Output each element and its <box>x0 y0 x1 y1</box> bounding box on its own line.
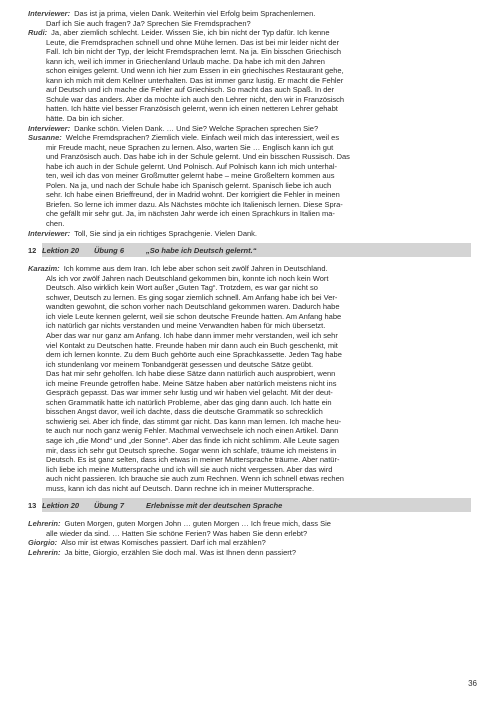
line-text: Schule war das anders. Aber da mochte ich auch den Lehrer nicht, den wir in Französisch <box>46 94 345 104</box>
dialogue-line <box>28 124 471 134</box>
dialogue-line <box>28 133 471 143</box>
line-text: ich meine Freunde getroffen habe. Meine Sätze haben aber natürlich meistens nicht ins <box>46 378 337 388</box>
dialogue-line <box>28 331 471 341</box>
line-text: mir, dass ich sehr gut Deutsch spreche. Sogar wenn ich schlafe, träume ich meistens in <box>46 445 337 455</box>
dialogue-line <box>28 465 471 475</box>
line-text: sehr. Ich habe einen Brieffreund, der in Madrid wohnt. Der korrigiert die Fehler in meinen <box>46 190 340 200</box>
line-text: che gefällt mir sehr gut. Ja, im nächsten Jahr werde ich einen Sprachkurs in Italien ma- <box>46 209 335 219</box>
line-text: Deutsch. Es ist ganz selten, dass ich etwas in meiner Muttersprache träume. Aber natür- <box>46 455 340 465</box>
speaker-label: Susanne: <box>28 133 62 143</box>
dialogue-line <box>28 484 471 494</box>
dialogue-line <box>28 152 471 162</box>
dialogue-line <box>28 19 471 29</box>
dialogue-line <box>28 436 471 446</box>
line-text: viel Kontakt zu Deutschen hatte. Freunde haben mir dann auch ein Buch geschenkt, mit <box>46 340 338 350</box>
speaker-label: Interviewer: <box>28 228 71 238</box>
dialogue-line <box>28 47 471 57</box>
line-text: Darf ich Sie auch fragen? Ja? Sprechen Sie Fremdsprachen? <box>46 18 251 28</box>
line-text: auch nicht passieren. Ich brauche sie auch zum Rechnen. Wenn ich schnell etwas rechen <box>46 474 344 484</box>
line-text: hatten. Ich hätte viel besser Französisch gelernt, wenn ich einen netteren Lehrer gehabt <box>46 104 338 114</box>
line-text: Aber das war nur ganz am Anfang. Ich habe dann immer mehr verstanden, weil ich sehr <box>46 330 338 340</box>
dialogue-line <box>28 474 471 484</box>
track-bar <box>42 498 471 512</box>
dialogue-line <box>28 264 471 274</box>
dialogue-turn <box>28 264 471 493</box>
dialogue-turn <box>28 548 471 558</box>
dialogue-line <box>28 229 471 239</box>
line-text: te auch nur noch ganz wenig Fehler. Machmal verwechsele ich noch einen Artikel. Dann <box>46 426 339 436</box>
line-text: Ja bitte, Giorgio, erzählen Sie doch mal. Was ist Ihnen denn passiert? <box>64 547 297 557</box>
dialogue-line <box>28 455 471 465</box>
dialogue-line <box>28 181 471 191</box>
dialogue-line <box>28 379 471 389</box>
dialogue-turn <box>28 9 471 28</box>
speaker-label: Karazim: <box>28 264 60 274</box>
dialogue-line <box>28 302 471 312</box>
line-text: ich viele Leute kennen gelernt, weil sie schon deutsche Freunde hatten. Am Anfang habe <box>46 311 342 321</box>
dialogue-line <box>28 9 471 19</box>
line-text: schon einiges gelernt. Und wenn ich hier zum Essen in ein griechisches Restaurant gehe, <box>46 66 344 76</box>
line-text: Leute, die Fremdsprachen schnell und ohne Mühe lernen. Das ist bei mir leider nicht der <box>46 37 340 47</box>
line-text: schwierig sei. Aber ich finde, das stimmt gar nicht. Das kann man lernen. Ich mache heu- <box>46 416 342 426</box>
dialogue-line <box>28 171 471 181</box>
line-text: Also mir ist etwas Komisches passiert. Darf ich mal erzählen? <box>61 538 266 548</box>
dialogue-line <box>28 66 471 76</box>
track-title: „So habe ich Deutsch gelernt.“ <box>146 245 257 255</box>
line-text: ten, weil ich das von meiner Großmutter gelernt habe – meine Großeltern kommen aus <box>46 171 335 181</box>
track-title: Erlebnisse mit der deutschen Sprache <box>146 500 283 510</box>
dialogue-line <box>28 114 471 124</box>
dialogue-line <box>28 293 471 303</box>
line-text: muss, kann ich das nicht auf Deutsch. Dann rechne ich in meiner Muttersprache. <box>46 483 315 493</box>
dialogue-line <box>28 85 471 95</box>
line-text: schwer, Deutsch zu lernen. Es ging sogar ziemlich schnell. Am Anfang habe ich bei Ver- <box>46 292 338 302</box>
dialogue-line <box>28 200 471 210</box>
line-text: Das hat mir sehr geholfen. Ich habe diese Sätze dann natürlich auch ausprobiert, wenn <box>46 369 336 379</box>
dialogue-line <box>28 417 471 427</box>
dialogue-line <box>28 209 471 219</box>
dialogue-line <box>28 529 471 539</box>
line-text: ich stundenlang vor meinem Tonbandgerät gesessen und deutsche Sätze geübt. <box>46 359 314 369</box>
page-content <box>28 9 471 557</box>
exercise-label: Übung 6 <box>94 245 124 255</box>
dialogue-line <box>28 104 471 114</box>
dialogue-line <box>28 341 471 351</box>
line-text: Gespräch gepasst. Das war immer sehr lustig und wir haben viel gelacht. Mit der deut- <box>46 388 333 398</box>
dialogue-line <box>28 219 471 229</box>
speaker-label: Interviewer: <box>28 9 71 18</box>
speaker-label: Giorgio: <box>28 538 58 548</box>
track-number: 12 <box>28 246 37 256</box>
dialogue-line <box>28 321 471 331</box>
transcript-section-karazim <box>28 264 471 493</box>
dialogue-line <box>28 426 471 436</box>
track-bar <box>42 243 471 257</box>
line-text: Als ich vor zwölf Jahren nach Deutschland gekommen bin, konnte ich noch kein Wort <box>46 273 329 283</box>
line-text: Danke schön. Vielen Dank. … Und Sie? Welche Sprachen sprechen Sie? <box>74 123 319 133</box>
track-number: 13 <box>28 501 37 511</box>
dialogue-turn <box>28 538 471 548</box>
dialogue-line <box>28 548 471 558</box>
dialogue-turn <box>28 229 471 239</box>
page-number: 36 <box>468 679 477 688</box>
line-text: lich liebe ich meine Muttersprache und ich will sie auch nicht vergessen. Aber das wird <box>46 464 333 474</box>
dialogue-line <box>28 388 471 398</box>
line-text: Deutsch. Also wirklich kein Wort außer „Guten Tag“. Trotzdem, es war gar nicht so <box>46 283 318 293</box>
line-text: Ich komme aus dem Iran. Ich lebe aber schon seit zwölf Jahren in Deutschland. <box>63 264 328 274</box>
dialogue-line <box>28 538 471 548</box>
dialogue-line <box>28 57 471 67</box>
line-text: wandten gewohnt, die schon vorher nach Deutschland gekommen waren. Dadurch habe <box>46 302 340 312</box>
line-text: Toll, Sie sind ja ein richtiges Sprachgenie. Vielen Dank. <box>74 228 257 238</box>
speaker-label: Interviewer: <box>28 123 71 133</box>
line-text: sage ich „die Mond“ und „der Sonne“. Aber das finde ich nicht schlimm. Alle Leute sagen <box>46 435 340 445</box>
line-text: auf Deutsch und ich mache die Fehler auf Griechisch. So macht das auch Spaß. In der <box>46 85 335 95</box>
line-text: kann ich, weil ich immer in Griechenland Urlaub mache. Da habe ich mit den Jahren <box>46 56 325 66</box>
lesson-label: Lektion 20 <box>42 245 80 255</box>
dialogue-line <box>28 143 471 153</box>
line-text: mir Freude macht, neue Sprachen zu lernen. Also, warten Sie … Englisch kann ich gut <box>46 142 334 152</box>
line-text: Briefen. So lerne ich immer dazu. Als Nächstes möchte ich Italienisch lernen. Diese Spra- <box>46 199 343 209</box>
dialogue-line <box>28 38 471 48</box>
track-header-13 <box>28 498 471 512</box>
speaker-label: Rudi: <box>28 28 48 38</box>
line-text: kann ich mich mit dem Kellner unterhalten. Das ist immer ganz lustig. Er macht die Fehler <box>46 75 344 85</box>
dialogue-line <box>28 398 471 408</box>
dialogue-line <box>28 190 471 200</box>
transcript-section-interview <box>28 9 471 238</box>
dialogue-line <box>28 162 471 172</box>
dialogue-turn <box>28 124 471 134</box>
dialogue-turn <box>28 133 471 228</box>
exercise-label: Übung 7 <box>94 500 124 510</box>
line-text: Das ist ja prima, vielen Dank. Weiterhin viel Erfolg beim Sprachenlernen. <box>74 9 316 18</box>
dialogue-line <box>28 407 471 417</box>
line-text: bisschen Angst davor, weil ich dachte, dass die deutsche Grammatik so schrecklich <box>46 407 323 417</box>
line-text: hätte. Da bin ich sicher. <box>46 114 124 124</box>
dialogue-line <box>28 360 471 370</box>
dialogue-line <box>28 446 471 456</box>
line-text: Fall. Ich bin nicht der Typ, der leicht Fremdsprachen lernt. Na ja. Ein bisschen Griechisch <box>46 47 341 57</box>
line-text: und Französisch auch. Das habe ich in der Schule gelernt. Und ein bisschen Russisch. Das <box>46 152 350 162</box>
line-text: Guten Morgen, guten Morgen John … guten Morgen … Ich freue mich, dass Sie <box>64 519 331 529</box>
track-header-12 <box>28 243 471 257</box>
line-text: Welche Fremdsprachen? Ziemlich viele. Einfach weil mich das interessiert, weil es <box>65 133 340 143</box>
line-text: Polen. Na ja, und nach der Schule habe ich Spanisch gelernt. Spanisch liebe ich auch <box>46 180 332 190</box>
dialogue-turn <box>28 519 471 538</box>
dialogue-line <box>28 95 471 105</box>
lesson-label: Lektion 20 <box>42 500 80 510</box>
dialogue-line <box>28 312 471 322</box>
dialogue-line <box>28 519 471 529</box>
line-text: ich natürlich gar nichts verstanden und meine Verwandten haben für mich übersetzt. <box>46 321 326 331</box>
line-text: dem ich lernen konnte. Zu dem Buch gehörte auch eine Sprachkassette. Jeden Tag habe <box>46 350 342 360</box>
line-text: schen Grammatik hatte ich natürlich Probleme, aber das ging dann auch. Ich hatte ein <box>46 397 332 407</box>
transcript-section-classroom <box>28 519 471 557</box>
dialogue-line <box>28 274 471 284</box>
dialogue-turn <box>28 28 471 123</box>
dialogue-line <box>28 283 471 293</box>
dialogue-line <box>28 369 471 379</box>
speaker-label: Lehrerin: <box>28 547 61 557</box>
dialogue-line <box>28 76 471 86</box>
speaker-label: Lehrerin: <box>28 519 61 529</box>
line-text: alle wieder da sind. … Hatten Sie schöne Ferien? Was haben Sie denn erlebt? <box>46 528 308 538</box>
dialogue-line <box>28 28 471 38</box>
line-text: habe ich auch in der Schule gelernt. Und Polnisch. Auf Polnisch kann ich mich unterhal- <box>46 161 338 171</box>
line-text: chen. <box>46 219 65 229</box>
dialogue-line <box>28 350 471 360</box>
line-text: Ja, aber ziemlich schlecht. Leider. Wissen Sie, ich bin nicht der Typ dafür. Ich kenne <box>51 28 330 38</box>
